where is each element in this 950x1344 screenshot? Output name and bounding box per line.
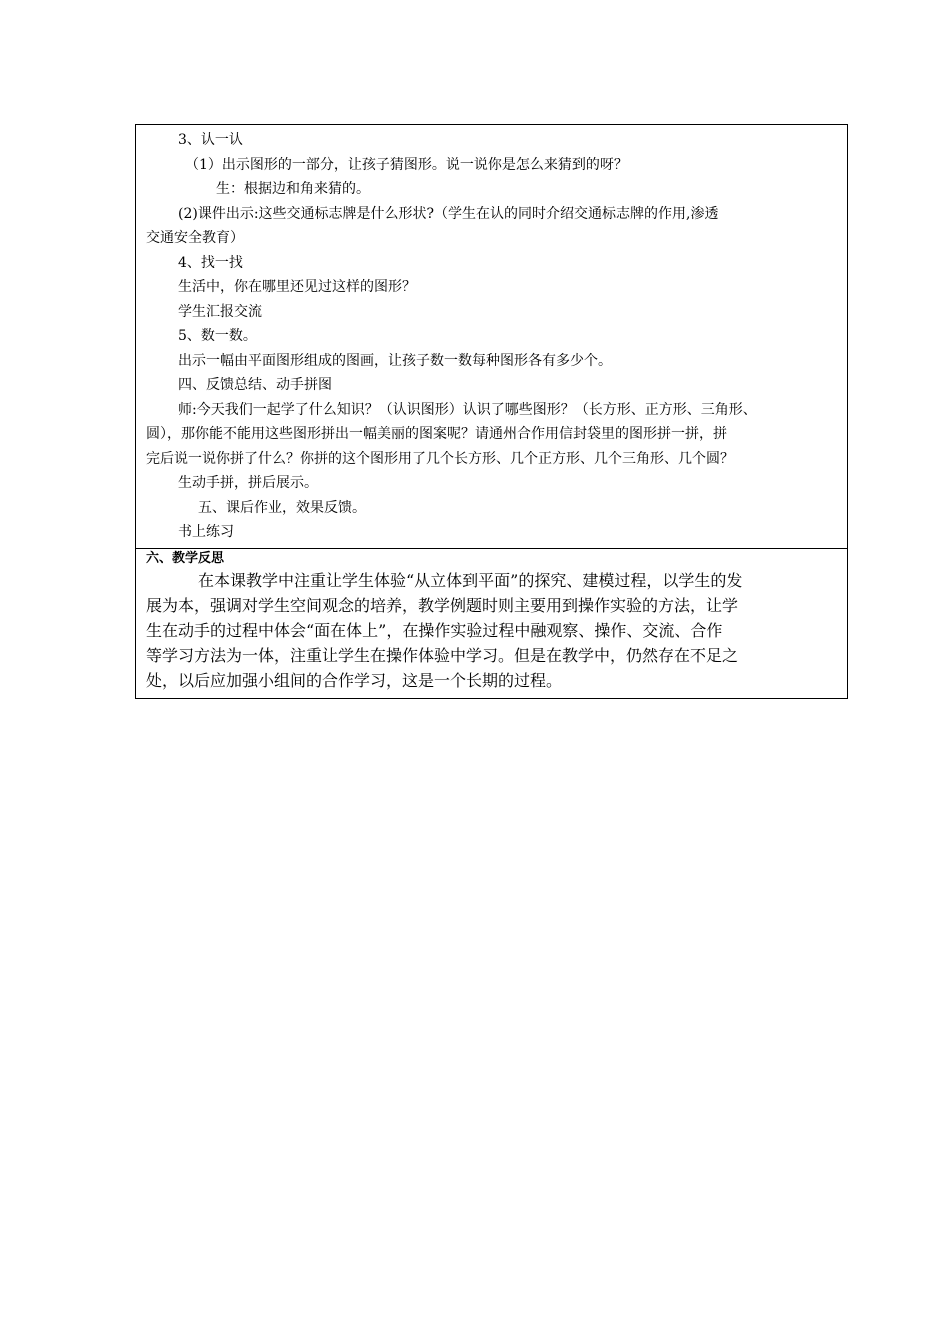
step-text-line: 生活中，你在哪里还见过这样的图形？ [178, 279, 416, 295]
reflection-line: 等学习方法为一体，注重让学生在操作体验中学习。但是在教学中，仍然存在不足之 [146, 645, 739, 665]
step-text-line: 学生汇报交流 [178, 303, 262, 320]
step-heading-homework: 五、课后作业，效果反馈。 [198, 499, 366, 516]
step-text-line: 出示一幅由平面图形组成的图画，让孩子数一数每种图形各有多少个。 [178, 352, 612, 369]
lesson-steps-cell [136, 125, 847, 549]
step-text-line: 完后说一说你拼了什么？你拼的这个图形用了几个长方形、几个正方形、几个三角形、几个圆？ [146, 450, 734, 467]
step-text-line: 师:今天我们一起学了什么知识？（认识图形）认识了哪些图形？（长方形、正方形、三角形、 [178, 401, 757, 418]
reflection-line: 在本课教学中注重让学生体验“从立体到平面”的探究、建模过程，以学生的发 [198, 570, 743, 590]
step-text-line: 圆），那你能不能用这些图形拼出一幅美丽的图案呢？请通州合作用信封袋里的图形拼一拼，拼 [146, 426, 727, 442]
step-text-line: 生动手拼，拼后展示。 [178, 475, 318, 491]
step-heading-summary: 四、反馈总结、动手拼图 [178, 377, 332, 393]
reflection-heading: 六、教学反思 [146, 550, 225, 566]
reflection-cell [136, 549, 847, 698]
step-text-line: 书上练习 [178, 524, 234, 540]
step-heading-find: 4、找一找 [178, 254, 243, 271]
step-text-line: 生：根据边和角来猜的。 [216, 181, 370, 197]
reflection-line: 处，以后应加强小组间的合作学习，这是一个长期的过程。 [146, 670, 563, 690]
step-text-line: （1）出示图形的一部分，让孩子猜图形。说一说你是怎么来猜到的呀？ [185, 156, 628, 173]
step-heading-recognize: 3、认一认 [178, 132, 243, 148]
step-text-line: (2)课件出示:这些交通标志牌是什么形状?（学生在认的同时介绍交通标志牌的作用,渗透 [178, 205, 719, 222]
step-text-line: 交通安全教育） [146, 230, 244, 246]
reflection-paragraph [146, 568, 839, 693]
reflection-line: 生在动手的过程中体会“面在体上”，在操作实验过程中融观察、操作、交流、合作 [146, 620, 723, 640]
lesson-plan-table [135, 124, 848, 699]
reflection-line: 展为本，强调对学生空间观念的培养，教学例题时则主要用到操作实验的方法，让学 [146, 595, 739, 615]
step-heading-count: 5、数一数。 [178, 328, 257, 344]
